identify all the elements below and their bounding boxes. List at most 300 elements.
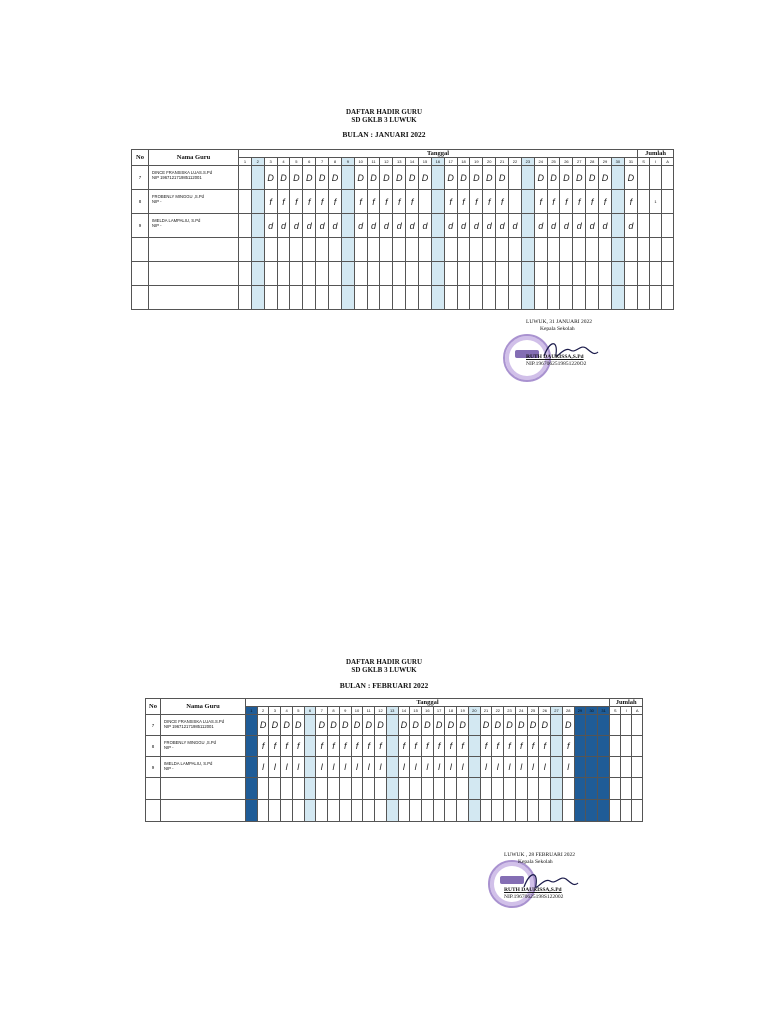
attendance-mark [496, 286, 509, 310]
attendance-mark [574, 715, 586, 736]
attendance-mark [611, 214, 624, 238]
column-header-tanggal: Tanggal [239, 150, 638, 158]
sign-role: Kepala Sekolah [540, 326, 575, 332]
day-number: 3 [264, 158, 277, 166]
row-number [146, 778, 161, 800]
day-number: 21 [480, 707, 492, 715]
teacher-name: IMELDA LAMPALIU, S.Pd [164, 761, 213, 766]
row-number: 8 [146, 736, 161, 757]
day-number: 26 [539, 707, 551, 715]
teacher-name: IMELDA LAMPALIU, S.Pd [152, 218, 201, 223]
attendance-mark: l [339, 757, 351, 778]
day-number: 17 [444, 158, 457, 166]
attendance-mark: f [483, 190, 496, 214]
attendance-mark: D [496, 166, 509, 190]
school-name: SD GKLB 3 LUWUK [351, 666, 417, 674]
attendance-mark: D [419, 166, 432, 190]
attendance-mark [367, 286, 380, 310]
attendance-mark: f [504, 736, 516, 757]
attendance-mark: f [515, 736, 527, 757]
attendance-mark [304, 800, 316, 822]
attendance-mark [534, 262, 547, 286]
attendance-mark: d [470, 214, 483, 238]
teacher-row [132, 286, 674, 310]
day-number: 23 [504, 707, 516, 715]
attendance-mark: l [410, 757, 422, 778]
attendance-mark: l [445, 757, 457, 778]
attendance-mark [341, 286, 354, 310]
attendance-mark [367, 238, 380, 262]
attendance-mark: l [480, 757, 492, 778]
attendance-mark: f [264, 190, 277, 214]
attendance-mark [341, 190, 354, 214]
sign-place-date: LUWUK , 28 FEBRUARI 2022 [504, 852, 576, 858]
attendance-mark: f [444, 190, 457, 214]
jumlah-cell [621, 715, 632, 736]
attendance-mark: D [367, 166, 380, 190]
jumlah-cell [662, 286, 674, 310]
attendance-mark [375, 800, 387, 822]
day-number: 7 [316, 158, 329, 166]
day-number: 1 [239, 158, 252, 166]
jumlah-cell [662, 262, 674, 286]
sign-nip: NIP.1967062519851220O2 [526, 361, 587, 367]
attendance-mark: d [444, 214, 457, 238]
attendance-mark [251, 238, 264, 262]
attendance-mark: f [422, 736, 434, 757]
attendance-mark [239, 166, 252, 190]
attendance-mark [560, 262, 573, 286]
attendance-mark [419, 190, 432, 214]
attendance-mark [257, 800, 269, 822]
attendance-mark [304, 736, 316, 757]
attendance-mark: D [547, 166, 560, 190]
attendance-mark: f [410, 736, 422, 757]
teacher-name-cell [149, 166, 239, 190]
jumlah-cell [621, 736, 632, 757]
day-number: 31 [598, 707, 610, 715]
attendance-mark [277, 238, 290, 262]
attendance-mark [329, 238, 342, 262]
attendance-mark [398, 800, 410, 822]
attendance-mark: f [316, 190, 329, 214]
jumlah-sub-header: A [632, 707, 643, 715]
day-number: 8 [329, 158, 342, 166]
attendance-mark: D [562, 715, 574, 736]
attendance-mark: d [406, 214, 419, 238]
attendance-mark [329, 286, 342, 310]
day-number: 19 [470, 158, 483, 166]
day-number: 4 [281, 707, 293, 715]
attendance-mark [422, 800, 434, 822]
attendance-mark: D [586, 166, 599, 190]
attendance-mark: D [406, 166, 419, 190]
attendance-mark [445, 778, 457, 800]
day-number: 9 [339, 707, 351, 715]
attendance-mark [468, 715, 480, 736]
row-number [132, 262, 149, 286]
jumlah-cell [650, 166, 662, 190]
attendance-mark [560, 286, 573, 310]
jumlah-cell [632, 736, 643, 757]
day-number: 30 [586, 707, 598, 715]
attendance-mark [246, 778, 258, 800]
attendance-mark [239, 190, 252, 214]
attendance-mark [444, 262, 457, 286]
teacher-name-cell [161, 800, 246, 822]
row-number [132, 238, 149, 262]
attendance-mark: l [562, 757, 574, 778]
attendance-mark [264, 262, 277, 286]
jumlah-cell [638, 238, 650, 262]
row-number: 7 [132, 166, 149, 190]
attendance-mark: l [375, 757, 387, 778]
teacher-nip: NIP - [152, 199, 162, 204]
day-number: 21 [496, 158, 509, 166]
attendance-mark [598, 736, 610, 757]
attendance-mark: f [445, 736, 457, 757]
day-number: 17 [433, 707, 445, 715]
day-number: 27 [573, 158, 586, 166]
attendance-mark [264, 286, 277, 310]
jumlah-sub-header: S [610, 707, 621, 715]
attendance-mark [398, 778, 410, 800]
sheet-title: DAFTAR HADIR GURU [345, 658, 423, 666]
attendance-mark: l [257, 757, 269, 778]
attendance-mark: f [367, 190, 380, 214]
attendance-mark: d [534, 214, 547, 238]
attendance-mark [598, 778, 610, 800]
attendance-mark [351, 800, 363, 822]
attendance-mark [457, 286, 470, 310]
attendance-mark: l [363, 757, 375, 778]
attendance-mark: d [586, 214, 599, 238]
attendance-mark [551, 715, 563, 736]
attendance-mark: D [328, 715, 340, 736]
day-number: 22 [509, 158, 522, 166]
attendance-mark [251, 166, 264, 190]
attendance-mark [239, 214, 252, 238]
day-number: 14 [406, 158, 419, 166]
attendance-mark [509, 190, 522, 214]
attendance-mark: d [483, 214, 496, 238]
attendance-mark [257, 778, 269, 800]
teacher-nip: NIP - [152, 223, 162, 228]
attendance-mark: D [470, 166, 483, 190]
attendance-mark [316, 238, 329, 262]
attendance-mark: f [457, 736, 469, 757]
column-header-no: No [132, 150, 149, 166]
attendance-mark: f [457, 190, 470, 214]
day-number: 2 [251, 158, 264, 166]
attendance-mark: f [470, 190, 483, 214]
attendance-mark [406, 262, 419, 286]
teacher-name: DINCE FRANSISKA LUAS.S.Pd [152, 170, 213, 175]
attendance-mark [457, 262, 470, 286]
day-number: 8 [328, 707, 340, 715]
attendance-mark [375, 778, 387, 800]
attendance-mark: d [547, 214, 560, 238]
attendance-mark [573, 238, 586, 262]
attendance-mark: D [483, 166, 496, 190]
header-row [132, 150, 674, 158]
day-number: 11 [363, 707, 375, 715]
attendance-mark [380, 238, 393, 262]
attendance-mark: f [329, 190, 342, 214]
attendance-mark [406, 238, 419, 262]
attendance-mark: l [269, 757, 281, 778]
column-header-jumlah: Jumlah [610, 699, 643, 707]
attendance-mark [586, 262, 599, 286]
attendance-mark: D [339, 715, 351, 736]
attendance-mark [246, 800, 258, 822]
attendance-mark [316, 262, 329, 286]
day-number: 29 [574, 707, 586, 715]
attendance-mark [246, 736, 258, 757]
attendance-mark [380, 286, 393, 310]
attendance-mark: D [433, 715, 445, 736]
attendance-mark [551, 800, 563, 822]
day-number: 24 [534, 158, 547, 166]
attendance-mark: d [290, 214, 303, 238]
attendance-mark: f [354, 190, 367, 214]
day-number: 10 [351, 707, 363, 715]
attendance-mark: l [539, 757, 551, 778]
attendance-mark [339, 800, 351, 822]
attendance-mark [480, 778, 492, 800]
attendance-mark [303, 262, 316, 286]
attendance-mark [281, 778, 293, 800]
attendance-mark: f [277, 190, 290, 214]
attendance-mark [551, 778, 563, 800]
attendance-mark [444, 238, 457, 262]
attendance-mark [304, 757, 316, 778]
attendance-mark: l [398, 757, 410, 778]
attendance-mark: f [406, 190, 419, 214]
day-number: 13 [386, 707, 398, 715]
teacher-nip: NIP 196712171985112001 [152, 175, 202, 180]
attendance-mark [444, 286, 457, 310]
attendance-mark: D [480, 715, 492, 736]
attendance-mark [504, 800, 516, 822]
day-number: 25 [527, 707, 539, 715]
jumlah-cell [621, 757, 632, 778]
attendance-mark: d [496, 214, 509, 238]
attendance-mark: f [363, 736, 375, 757]
attendance-mark [386, 736, 398, 757]
day-number: 16 [431, 158, 444, 166]
sign-role: Kepala Sekolah [518, 859, 553, 865]
sign-nip: NIP.19670625198S122002 [504, 894, 564, 900]
attendance-mark [624, 238, 637, 262]
attendance-mark [393, 262, 406, 286]
attendance-mark: l [351, 757, 363, 778]
attendance-mark [611, 190, 624, 214]
attendance-mark [539, 800, 551, 822]
column-header-name: Nama Guru [161, 699, 246, 715]
jumlah-cell [621, 800, 632, 822]
jumlah-sub-header: A [662, 158, 674, 166]
jumlah-cell [610, 757, 621, 778]
attendance-mark [599, 262, 612, 286]
teacher-row [132, 214, 674, 238]
jumlah-cell [632, 757, 643, 778]
attendance-mark [290, 238, 303, 262]
attendance-mark [586, 286, 599, 310]
jumlah-cell [662, 214, 674, 238]
attendance-mark: D [329, 166, 342, 190]
attendance-mark [419, 286, 432, 310]
attendance-mark [562, 800, 574, 822]
attendance-mark: l [281, 757, 293, 778]
attendance-mark [457, 238, 470, 262]
attendance-mark: l [527, 757, 539, 778]
attendance-mark [586, 800, 598, 822]
attendance-mark [611, 166, 624, 190]
attendance-mark [599, 286, 612, 310]
attendance-mark [410, 800, 422, 822]
attendance-mark [281, 800, 293, 822]
attendance-mark: D [277, 166, 290, 190]
attendance-mark: f [290, 190, 303, 214]
attendance-mark [246, 715, 258, 736]
jumlah-cell [650, 238, 662, 262]
attendance-mark: D [290, 166, 303, 190]
attendance-mark: d [560, 214, 573, 238]
attendance-mark [521, 238, 534, 262]
attendance-mark: f [292, 736, 304, 757]
day-number: 25 [547, 158, 560, 166]
attendance-mark [534, 286, 547, 310]
attendance-mark: d [419, 214, 432, 238]
attendance-mark [470, 286, 483, 310]
attendance-mark [251, 214, 264, 238]
attendance-mark: D [398, 715, 410, 736]
attendance-mark: l [433, 757, 445, 778]
sign-name: RUTH DAURISSA,S.Pd [504, 887, 562, 893]
attendance-mark: f [328, 736, 340, 757]
attendance-table [145, 698, 643, 822]
jumlah-cell [662, 166, 674, 190]
day-number: 1 [246, 707, 258, 715]
attendance-mark [515, 778, 527, 800]
attendance-mark: d [393, 214, 406, 238]
attendance-mark: l [504, 757, 516, 778]
attendance-mark: f [496, 190, 509, 214]
attendance-mark [586, 778, 598, 800]
teacher-name: FROBENLY MINGGU ,S.Pd [164, 740, 216, 745]
teacher-row [132, 166, 674, 190]
day-number: 12 [380, 158, 393, 166]
attendance-mark [483, 286, 496, 310]
attendance-mark [341, 166, 354, 190]
attendance-mark: d [264, 214, 277, 238]
attendance-mark [431, 262, 444, 286]
teacher-row [146, 800, 643, 822]
attendance-mark [468, 800, 480, 822]
row-number: 7 [146, 715, 161, 736]
day-number: 18 [445, 707, 457, 715]
attendance-mark: f [339, 736, 351, 757]
attendance-mark: d [599, 214, 612, 238]
attendance-mark [624, 262, 637, 286]
attendance-mark [527, 778, 539, 800]
attendance-mark [316, 286, 329, 310]
day-number: 12 [375, 707, 387, 715]
attendance-mark [431, 286, 444, 310]
jumlah-cell [662, 190, 674, 214]
attendance-mark [251, 190, 264, 214]
attendance-mark [562, 778, 574, 800]
teacher-row [146, 778, 643, 800]
day-number: 24 [515, 707, 527, 715]
jumlah-cell [650, 262, 662, 286]
attendance-mark: D [527, 715, 539, 736]
attendance-mark: f [562, 736, 574, 757]
attendance-mark [246, 757, 258, 778]
column-header-jumlah: Jumlah [638, 150, 674, 158]
jumlah-sub-header: S [638, 158, 650, 166]
month-label: BULAN : JANUARI 2022 [342, 130, 426, 139]
attendance-mark: D [457, 166, 470, 190]
attendance-mark [468, 757, 480, 778]
teacher-name-cell [149, 190, 239, 214]
day-number: 7 [316, 707, 328, 715]
jumlah-cell [638, 166, 650, 190]
attendance-mark [574, 757, 586, 778]
attendance-mark [303, 286, 316, 310]
attendance-mark [419, 238, 432, 262]
attendance-mark: D [599, 166, 612, 190]
attendance-mark: f [527, 736, 539, 757]
attendance-mark [239, 286, 252, 310]
attendance-mark [560, 238, 573, 262]
jumlah-cell [610, 800, 621, 822]
day-number: 6 [303, 158, 316, 166]
teacher-row [146, 715, 643, 736]
jumlah-cell [638, 214, 650, 238]
attendance-mark [386, 778, 398, 800]
school-name: SD GKLB 3 LUWUK [351, 116, 417, 124]
attendance-mark [521, 166, 534, 190]
teacher-row [146, 736, 643, 757]
day-number: 6 [304, 707, 316, 715]
attendance-mark [483, 262, 496, 286]
attendance-mark [551, 757, 563, 778]
attendance-mark [611, 262, 624, 286]
attendance-mark: f [492, 736, 504, 757]
teacher-name: FROBENLY MINGGU ,S.Pd [152, 194, 204, 199]
teacher-name-cell [161, 715, 246, 736]
attendance-mark [527, 800, 539, 822]
attendance-mark: f [480, 736, 492, 757]
attendance-mark [573, 286, 586, 310]
attendance-mark [380, 262, 393, 286]
attendance-mark [316, 800, 328, 822]
attendance-mark [292, 778, 304, 800]
day-number: 14 [398, 707, 410, 715]
day-number: 18 [457, 158, 470, 166]
teacher-nip: NIP - [164, 745, 174, 750]
day-number: 3 [269, 707, 281, 715]
jumlah-cell [638, 262, 650, 286]
attendance-mark [277, 286, 290, 310]
attendance-mark: D [573, 166, 586, 190]
attendance-mark [598, 800, 610, 822]
attendance-mark: f [351, 736, 363, 757]
attendance-mark [329, 262, 342, 286]
attendance-mark: f [269, 736, 281, 757]
